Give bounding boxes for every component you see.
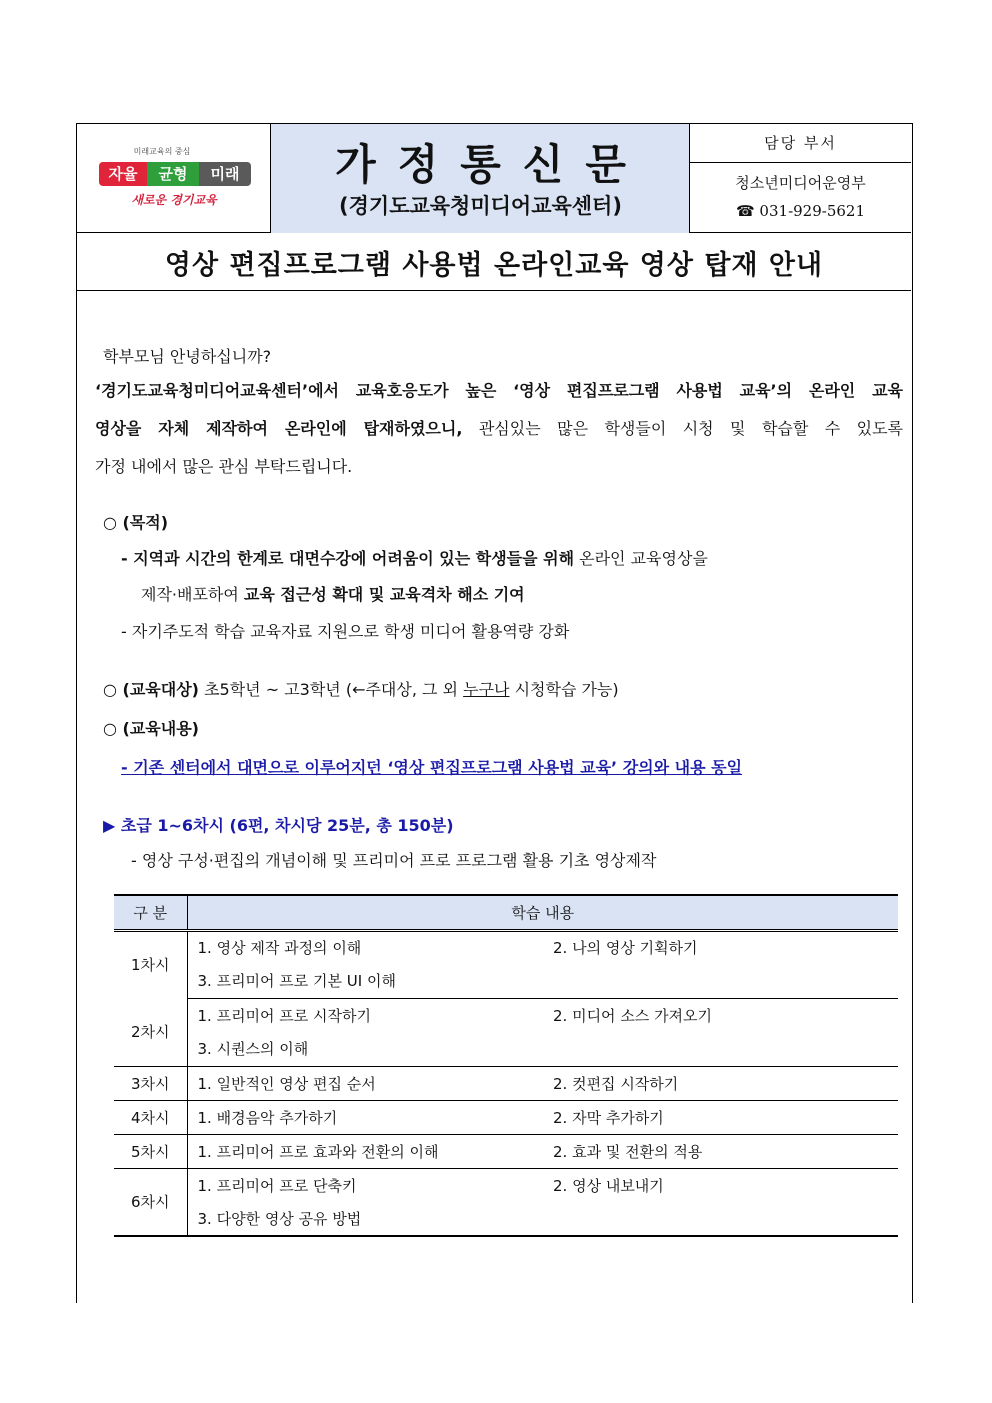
session-label: 1차시 (114, 930, 187, 998)
course-heading: ▶ 초급 1~6차시 (6편, 차시당 25분, 총 150분) (103, 816, 454, 835)
logo (77, 124, 271, 233)
intro-line-2-rest: 관심있는 많은 학생들이 시청 및 학습할 수 있도록 (462, 419, 904, 438)
headline: 영상 편집프로그램 사용법 온라인교육 영상 탑재 안내 (164, 250, 824, 281)
table-row (114, 964, 898, 998)
purpose-item-1 (121, 546, 708, 569)
table-row (114, 1066, 898, 1100)
department-block (690, 124, 911, 233)
table-header-content: 학습 내용 (187, 895, 898, 930)
intro-line-3: 가정 내에서 많은 관심 부탁드립니다. (95, 457, 353, 476)
title-block (271, 124, 690, 233)
target-underlined: 누구나 (463, 680, 510, 699)
main-title: 가정통신문 (335, 140, 648, 189)
session-label: 6차시 (114, 1168, 187, 1236)
logo-words (99, 162, 251, 186)
purpose-item-1-cont (141, 582, 525, 605)
logo-word-2: 균형 (147, 162, 199, 186)
purpose-item-1-bold: - 지역과 시간의 한계로 대면수강에 어려움이 있는 학생들을 위해 (121, 549, 575, 568)
table-row (114, 1100, 898, 1134)
intro-line-1: ‘경기도교육청미디어교육센터’에서 교육호응도가 높은 ‘영상 편집프로그램 사용법 교육’의 온라인 교육 (95, 381, 903, 400)
logo-word-3: 미래 (199, 162, 251, 186)
lesson-item: 1. 프리미어 프로 단축키 (197, 1176, 357, 1195)
lesson-item: 3. 시퀀스의 이해 (187, 1032, 898, 1066)
content-heading: ○ (교육내용) (103, 719, 199, 738)
logo-top-text: 미래교육의 중심 (133, 147, 191, 156)
lesson-item: 2. 자막 추가하기 (543, 1100, 898, 1134)
purpose-item-1-cont-bold: 교육 접근성 확대 및 교육격차 해소 기여 (243, 585, 525, 604)
lesson-item: 1. 일반적인 영상 편집 순서 (187, 1066, 543, 1100)
lesson-item: 2. 효과 및 전환의 적용 (543, 1134, 898, 1168)
session-label: 2차시 (114, 998, 187, 1066)
purpose-heading: ○ (목적) (103, 513, 169, 532)
lesson-table (114, 894, 898, 1237)
purpose-item-1-cont-text: 제작·배포하여 (141, 585, 244, 604)
intro-line-2-bold: 영상을 자체 제작하여 온라인에 탑재하였으니, (95, 419, 463, 438)
table-row (114, 1202, 898, 1236)
department-name: 청소년미디어운영부 (735, 174, 866, 192)
logo-sub-text: 새로운 경기교육 (131, 193, 217, 207)
purpose-item-1-rest: 온라인 교육영상을 (574, 549, 708, 568)
department-phone: ☎ 031-929-5621 (735, 202, 866, 220)
content-item: - 기존 센터에서 대면으로 이루어지던 ‘영상 편집프로그램 사용법 교육’ 강의와 내용 동일 (121, 758, 743, 777)
sub-title: (경기도교육청미디어교육센터) (339, 194, 622, 218)
department-label: 담당 부서 (690, 124, 911, 163)
headline-row (77, 233, 911, 291)
table-row (114, 930, 898, 964)
table-row (114, 1168, 898, 1202)
course-description: - 영상 구성·편집의 개념이해 및 프리미어 프로 프로그램 활용 기초 영상제작 (131, 851, 657, 870)
logo-word-1: 자율 (99, 162, 147, 186)
table-row (114, 1134, 898, 1168)
session-label: 4차시 (114, 1100, 187, 1134)
lesson-item: 3. 프리미어 프로 기본 UI 이해 (187, 964, 898, 998)
lesson-item: 2. 영상 내보내기 (553, 1176, 664, 1195)
lesson-item: 1. 영상 제작 과정의 이해 (197, 939, 362, 958)
session-label: 3차시 (114, 1066, 187, 1100)
target-line (103, 677, 619, 700)
session-label: 5차시 (114, 1134, 187, 1168)
table-row (114, 998, 898, 1032)
table-header-row (114, 895, 898, 930)
intro-line-2 (95, 416, 903, 439)
target-heading: ○ (교육대상) (103, 680, 199, 699)
target-text: 초5학년 ~ 고3학년 (←주대상, 그 외 (198, 680, 464, 699)
lesson-item: 2. 나의 영상 기획하기 (553, 939, 698, 958)
lesson-item: 3. 다양한 영상 공유 방법 (187, 1202, 898, 1236)
table-header-category: 구 분 (114, 895, 187, 930)
target-text-end: 시청학습 가능) (509, 680, 619, 699)
lesson-item: 2. 컷편집 시작하기 (543, 1066, 898, 1100)
header-row (77, 124, 911, 233)
table-row (114, 1032, 898, 1066)
lesson-item: 1. 배경음악 추가하기 (187, 1100, 543, 1134)
greeting: 학부모님 안녕하십니까? (103, 347, 272, 366)
lesson-item: 2. 미디어 소스 가져오기 (553, 1006, 713, 1025)
lesson-item: 1. 프리미어 프로 시작하기 (197, 1006, 372, 1025)
lesson-item: 1. 프리미어 프로 효과와 전환의 이해 (187, 1134, 543, 1168)
purpose-item-2: - 자기주도적 학습 교육자료 지원으로 학생 미디어 활용역량 강화 (121, 622, 570, 641)
